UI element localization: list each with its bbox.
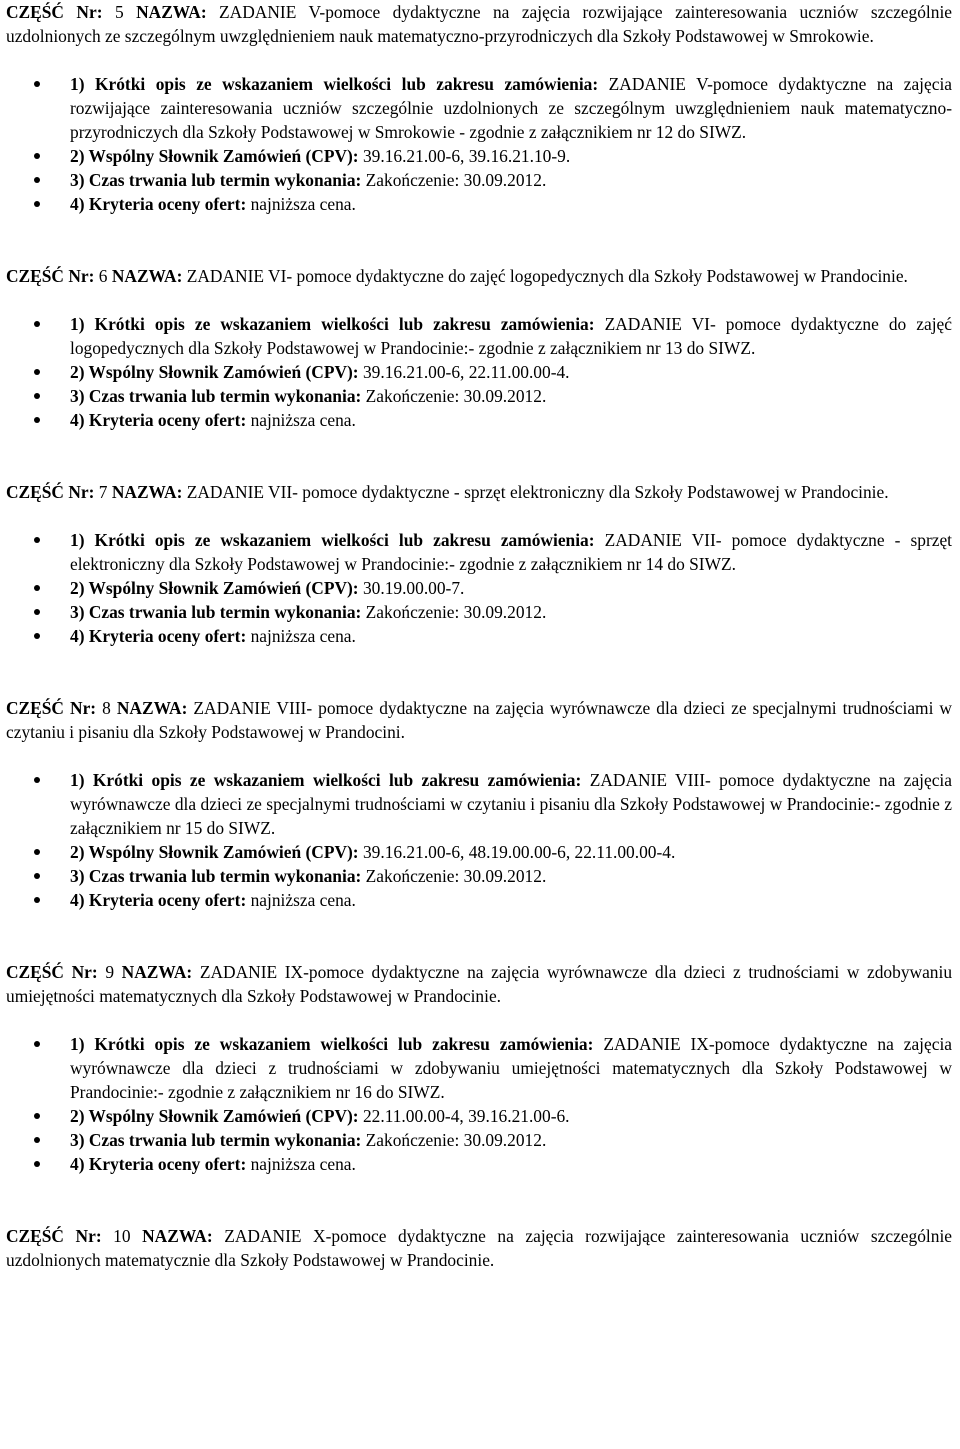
criteria-label: 4) Kryteria oceny ofert:	[70, 1154, 247, 1174]
list-item-criteria	[70, 888, 952, 912]
list-item-criteria	[70, 624, 952, 648]
bullet-icon	[34, 585, 40, 591]
name-label: NAZWA:	[121, 962, 193, 982]
part-number: 6	[98, 266, 108, 286]
part-name: ZADANIE VI- pomoce dydaktyczne do zajęć logopedycznych dla Szkoły Podstawowej w Prandocinie.	[186, 266, 908, 286]
time-value: Zakończenie: 30.09.2012.	[365, 602, 547, 622]
cpv-value: 39.16.21.00-6, 48.19.00.00-6, 22.11.00.00-4.	[362, 842, 676, 862]
bullet-icon	[34, 369, 40, 375]
bullet-icon	[34, 417, 40, 423]
section-part-9	[6, 960, 952, 1176]
cpv-label: 2) Wspólny Słownik Zamówień (CPV):	[70, 362, 359, 382]
time-label: 3) Czas trwania lub termin wykonania:	[70, 386, 362, 406]
list-item-cpv	[70, 840, 952, 864]
details-list	[6, 768, 952, 912]
part-number: 9	[105, 962, 115, 982]
bullet-icon	[34, 81, 40, 87]
cpv-label: 2) Wspólny Słownik Zamówień (CPV):	[70, 842, 359, 862]
description-value: ZADANIE V-pomoce dydaktyczne na zajęcia rozwijające zainteresowania uczniów szczególnie uzdolnionych ze szczególnym uwzględnieniem nauk matematyczno-przyrodniczych dla Szkoły Podstawowej w Smrokowie - zgodnie z załącznikiem nr 12 do SIWZ.	[70, 74, 952, 142]
part-name: ZADANIE VIII- pomoce dydaktyczne na zajęcia wyrównawcze dla dzieci ze specjalnymi trudnościami w czytaniu i pisaniu dla Szkoły Podstawowej w Prandocini.	[6, 698, 952, 742]
cpv-label: 2) Wspólny Słownik Zamówień (CPV):	[70, 146, 359, 166]
description-value: ZADANIE IX-pomoce dydaktyczne na zajęcia wyrównawcze dla dzieci z trudnościami w zdobywaniu umiejętności matematycznych dla Szkoły Podstawowej w Prandocinie:- zgodnie z załącznikiem nr 16 do SIWZ.	[70, 1034, 952, 1102]
part-label: CZĘŚĆ Nr:	[6, 1226, 102, 1246]
time-label: 3) Czas trwania lub termin wykonania:	[70, 602, 362, 622]
part-label: CZĘŚĆ Nr:	[6, 266, 95, 286]
criteria-value: najniższa cena.	[250, 1154, 356, 1174]
list-item-time	[70, 168, 952, 192]
list-item-time	[70, 600, 952, 624]
name-label: NAZWA:	[111, 266, 183, 286]
list-item-criteria	[70, 408, 952, 432]
list-item-cpv	[70, 360, 952, 384]
part-name: ZADANIE V-pomoce dydaktyczne na zajęcia rozwijające zainteresowania uczniów szczególnie uzdolnionych ze szczególnym uwzględnieniem nauk matematyczno-przyrodniczych dla Szkoły Podstawowej w Smrokowie.	[6, 2, 952, 46]
part-name: ZADANIE VII- pomoce dydaktyczne - sprzęt elektroniczny dla Szkoły Podstawowej w Prandocinie.	[186, 482, 889, 502]
description-label: 1) Krótki opis ze wskazaniem wielkości lub zakresu zamówienia:	[70, 74, 599, 94]
name-label: NAZWA:	[116, 698, 188, 718]
bullet-icon	[34, 609, 40, 615]
cpv-value: 39.16.21.00-6, 39.16.21.10-9.	[362, 146, 571, 166]
criteria-value: najniższa cena.	[250, 410, 356, 430]
list-item-cpv	[70, 576, 952, 600]
list-item-description	[70, 72, 952, 144]
bullet-icon	[34, 777, 40, 783]
list-item-time	[70, 1128, 952, 1152]
part-label: CZĘŚĆ Nr:	[6, 962, 98, 982]
criteria-label: 4) Kryteria oceny ofert:	[70, 890, 247, 910]
part-number: 5	[114, 2, 124, 22]
part-number: 7	[98, 482, 108, 502]
part-label: CZĘŚĆ Nr:	[6, 482, 95, 502]
bullet-icon	[34, 201, 40, 207]
cpv-value: 22.11.00.00-4, 39.16.21.00-6.	[362, 1106, 570, 1126]
part-number: 10	[113, 1226, 131, 1246]
section-heading	[6, 696, 952, 744]
criteria-value: najniższa cena.	[250, 890, 356, 910]
section-heading	[6, 960, 952, 1008]
bullet-icon	[34, 321, 40, 327]
criteria-label: 4) Kryteria oceny ofert:	[70, 410, 247, 430]
cpv-value: 30.19.00.00-7.	[362, 578, 465, 598]
section-heading	[6, 0, 952, 48]
part-name: ZADANIE X-pomoce dydaktyczne na zajęcia rozwijające zainteresowania uczniów szczególnie uzdolnionych matematycznie dla Szkoły Podstawowej w Prandocinie.	[6, 1226, 952, 1270]
list-item-description	[70, 312, 952, 360]
time-value: Zakończenie: 30.09.2012.	[365, 386, 547, 406]
list-item-description	[70, 768, 952, 840]
section-part-6	[6, 264, 952, 432]
list-item-time	[70, 384, 952, 408]
criteria-label: 4) Kryteria oceny ofert:	[70, 194, 247, 214]
time-value: Zakończenie: 30.09.2012.	[365, 170, 547, 190]
criteria-value: najniższa cena.	[250, 626, 356, 646]
description-label: 1) Krótki opis ze wskazaniem wielkości lub zakresu zamówienia:	[70, 530, 595, 550]
section-part-5	[6, 0, 952, 216]
list-item-time	[70, 864, 952, 888]
details-list	[6, 312, 952, 432]
bullet-icon	[34, 393, 40, 399]
cpv-value: 39.16.21.00-6, 22.11.00.00-4.	[362, 362, 570, 382]
bullet-icon	[34, 177, 40, 183]
bullet-icon	[34, 873, 40, 879]
time-value: Zakończenie: 30.09.2012.	[365, 1130, 547, 1150]
details-list	[6, 528, 952, 648]
time-value: Zakończenie: 30.09.2012.	[365, 866, 547, 886]
bullet-icon	[34, 1113, 40, 1119]
list-item-cpv	[70, 1104, 952, 1128]
section-part-10	[6, 1224, 952, 1272]
list-item-description	[70, 1032, 952, 1104]
name-label: NAZWA:	[136, 2, 207, 22]
list-item-description	[70, 528, 952, 576]
bullet-icon	[34, 849, 40, 855]
list-item-cpv	[70, 144, 952, 168]
description-value: ZADANIE VIII- pomoce dydaktyczne na zajęcia wyrównawcze dla dzieci ze specjalnymi trudnościami w czytaniu i pisaniu dla Szkoły Podstawowej w Prandocinie:- zgodnie z załącznikiem nr 15 do SIWZ.	[70, 770, 952, 838]
name-label: NAZWA:	[111, 482, 183, 502]
cpv-label: 2) Wspólny Słownik Zamówień (CPV):	[70, 578, 359, 598]
bullet-icon	[34, 1041, 40, 1047]
part-name: ZADANIE IX-pomoce dydaktyczne na zajęcia wyrównawcze dla dzieci z trudnościami w zdobywaniu umiejętności matematycznych dla Szkoły Podstawowej w Prandocinie.	[6, 962, 953, 1006]
section-heading	[6, 264, 952, 288]
list-item-criteria	[70, 192, 952, 216]
bullet-icon	[34, 1161, 40, 1167]
part-label: CZĘŚĆ Nr:	[6, 698, 97, 718]
section-part-8	[6, 696, 952, 912]
list-item-criteria	[70, 1152, 952, 1176]
section-heading	[6, 1224, 952, 1272]
time-label: 3) Czas trwania lub termin wykonania:	[70, 866, 362, 886]
details-list	[6, 1032, 952, 1176]
description-value: ZADANIE VI- pomoce dydaktyczne do zajęć logopedycznych dla Szkoły Podstawowej w Prandocinie:- zgodnie z załącznikiem nr 13 do SIWZ.	[70, 314, 952, 358]
section-heading	[6, 480, 952, 504]
bullet-icon	[34, 897, 40, 903]
description-label: 1) Krótki opis ze wskazaniem wielkości lub zakresu zamówienia:	[70, 314, 595, 334]
part-label: CZĘŚĆ Nr:	[6, 2, 103, 22]
time-label: 3) Czas trwania lub termin wykonania:	[70, 170, 362, 190]
details-list	[6, 72, 952, 216]
bullet-icon	[34, 153, 40, 159]
description-label: 1) Krótki opis ze wskazaniem wielkości lub zakresu zamówienia:	[70, 1034, 594, 1054]
criteria-value: najniższa cena.	[250, 194, 356, 214]
bullet-icon	[34, 633, 40, 639]
bullet-icon	[34, 1137, 40, 1143]
description-label: 1) Krótki opis ze wskazaniem wielkości lub zakresu zamówienia:	[70, 770, 582, 790]
description-value: ZADANIE VII- pomoce dydaktyczne - sprzęt elektroniczny dla Szkoły Podstawowej w Prandocinie:- zgodnie z załącznikiem nr 14 do SIWZ.	[70, 530, 952, 574]
section-part-7	[6, 480, 952, 648]
time-label: 3) Czas trwania lub termin wykonania:	[70, 1130, 362, 1150]
part-number: 8	[102, 698, 111, 718]
criteria-label: 4) Kryteria oceny ofert:	[70, 626, 247, 646]
cpv-label: 2) Wspólny Słownik Zamówień (CPV):	[70, 1106, 359, 1126]
bullet-icon	[34, 537, 40, 543]
name-label: NAZWA:	[142, 1226, 213, 1246]
